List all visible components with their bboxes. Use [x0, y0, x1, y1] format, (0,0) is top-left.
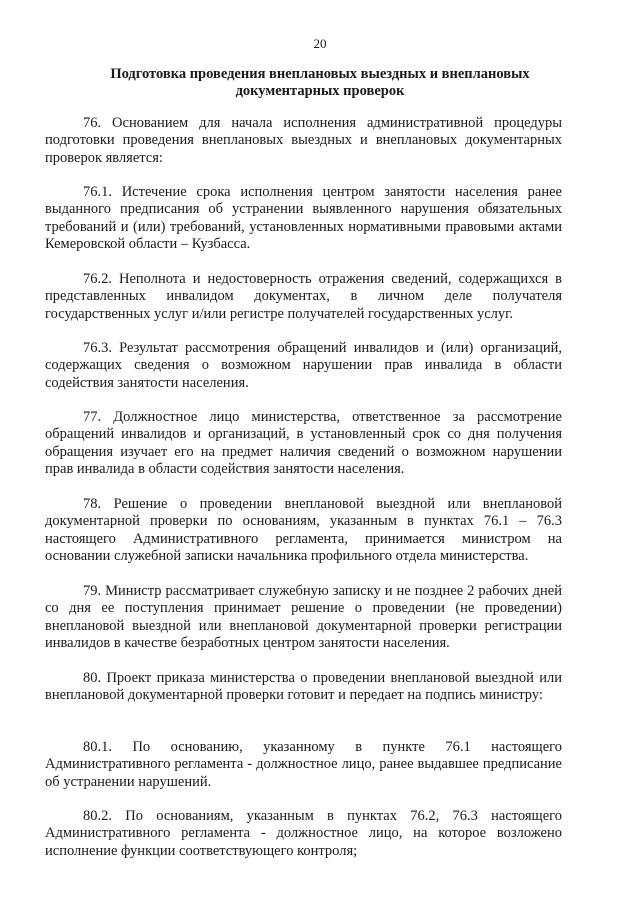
paragraph-80-2: 80.2. По основаниям, указанным в пунктах 76.2, 76.3 настоящего Административного регламента - должностное лицо, на которое возложено исполнение функции соответствующего контроля;: [45, 808, 562, 859]
paragraph-77: 77. Должностное лицо министерства, ответственное за рассмотрение обращений инвалидов и организаций, в установленный срок со дня получения обращения изучает его на предмет наличия сведений о возможном нарушении прав инвалида в области содействия занятости населения.: [45, 409, 562, 478]
paragraph-78: 78. Решение о проведении внеплановой выездной или внеплановой документарной проверки по основаниям, указанным в пунктах 76.1 – 76.3 настоящего Административного регламента, принимается министром на основании служебной записки начальника профильного отдела министерства.: [45, 496, 562, 565]
paragraph-76: 76. Основанием для начала исполнения административной процедуры подготовки проведения внеплановых выездных и внеплановых документарных проверок является:: [45, 115, 562, 166]
page-number: 20: [313, 36, 327, 51]
paragraph-79: 79. Министр рассматривает служебную записку и не позднее 2 рабочих дней со дня ее поступления принимает решение о проведении (не проведении) внеплановой выездной или внеплановой документарной проверки регистрации инвалидов в качестве безработных центром занятости населения.: [45, 583, 562, 652]
paragraph-80-1: 80.1. По основанию, указанному в пункте 76.1 настоящего Административного регламента - должностное лицо, ранее выдавшее предписание об устранении нарушений.: [45, 739, 562, 790]
paragraph-76-3: 76.3. Результат рассмотрения обращений инвалидов и (или) организаций, содержащих сведения о возможном нарушении прав инвалида в области содействия занятости населения.: [45, 340, 562, 391]
paragraph-76-1: 76.1. Истечение срока исполнения центром занятости населения ранее выданного предписания об устранении выявленного нарушения обязательных требований и (или) требований, установленных нормативными правовыми актами Кемеровской области – Кузбасса.: [45, 184, 562, 253]
paragraph-80: 80. Проект приказа министерства о проведении внеплановой выездной или внеплановой документарной проверки готовит и передает на подпись министру:: [45, 670, 562, 704]
paragraph-76-2: 76.2. Неполнота и недостоверность отражения сведений, содержащихся в представленных инвалидом документах, в личном деле получателя государственных услуг и/или регистре получателей государственных услуг.: [45, 271, 562, 322]
section-heading: Подготовка проведения внеплановых выездных и внеплановых документарных проверок: [110, 66, 530, 99]
